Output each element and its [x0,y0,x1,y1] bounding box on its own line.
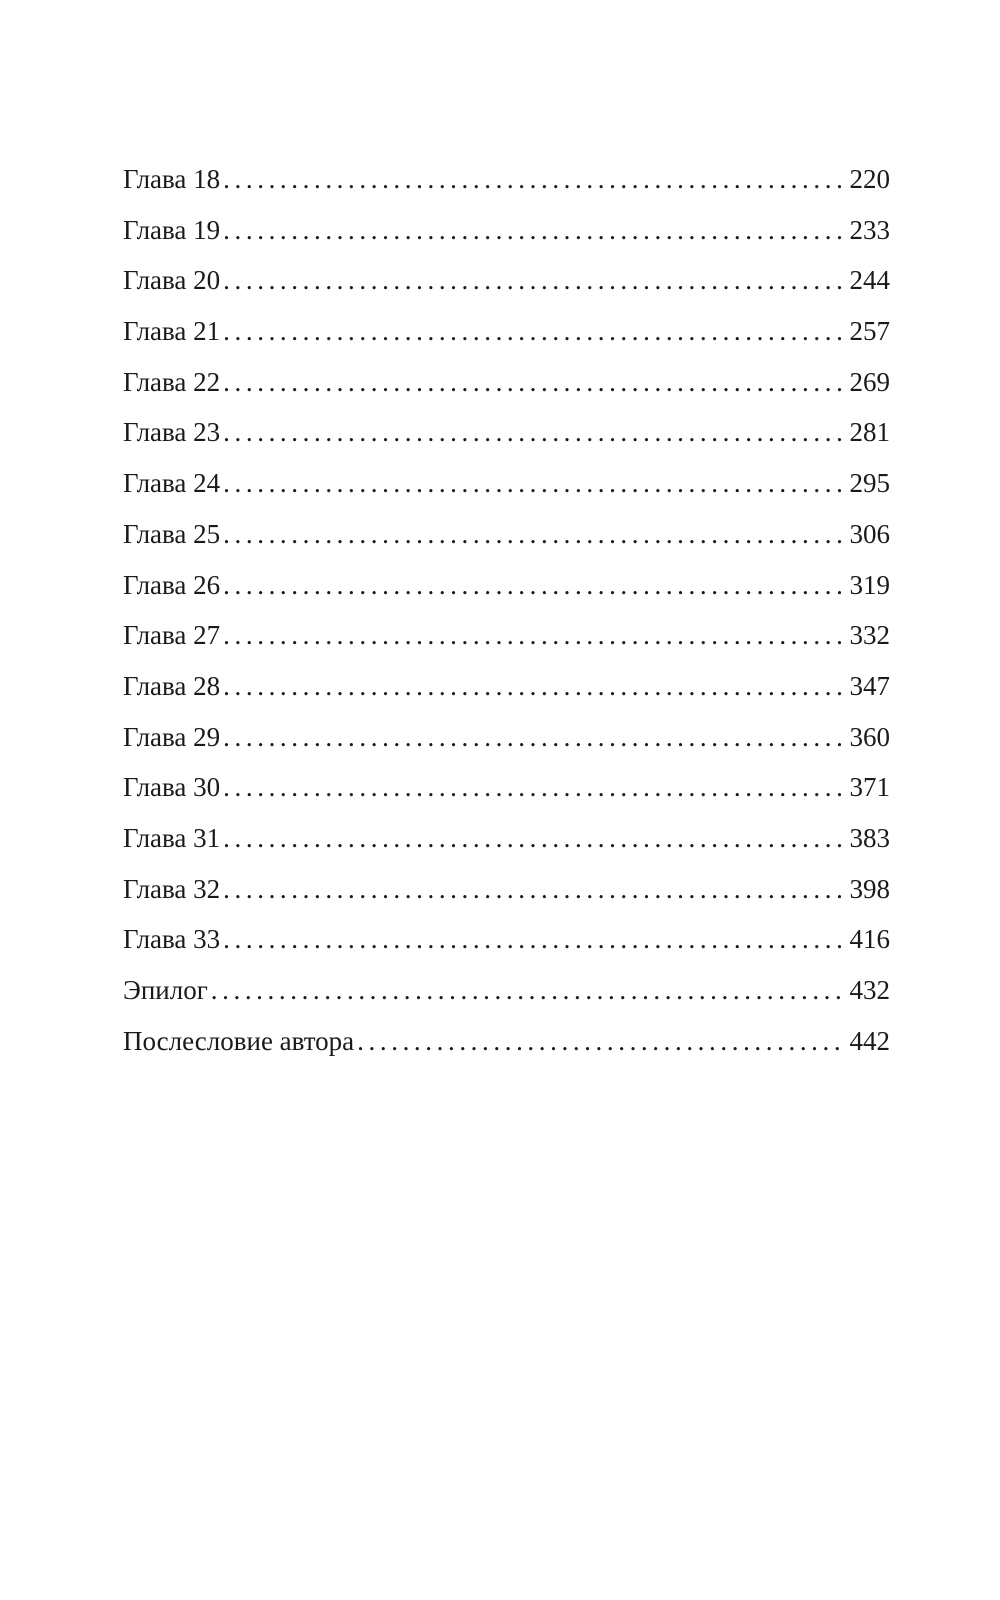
toc-entry-page-number: 281 [849,417,890,448]
toc-entry-chapter-28[interactable] [123,670,890,724]
toc-entry-chapter-22[interactable] [123,366,890,420]
dot-leader [223,470,846,497]
toc-entry-page-number: 383 [849,822,890,853]
dot-leader [223,774,846,801]
toc-entry-title: Глава 21 [123,316,221,347]
toc-entry-page-number: 257 [849,316,890,347]
toc-entry-title: Глава 33 [123,924,221,955]
dot-leader [223,166,846,193]
toc-entry-chapter-24[interactable] [123,470,890,521]
toc-entry-page-number: 295 [849,468,890,499]
toc-entry-page-number: 306 [849,518,890,549]
dot-leader [223,318,846,345]
dot-leader [223,673,846,700]
toc-entry-page-number: 398 [849,873,890,904]
dot-leader [211,977,847,1004]
toc-entry-page-number: 332 [849,620,890,651]
toc-entry-chapter-27[interactable] [123,622,890,673]
toc-entry-afterword[interactable] [123,1025,890,1079]
toc-entry-chapter-29[interactable] [123,721,890,775]
toc-entry-title: Глава 20 [123,265,221,296]
dot-leader [357,1028,846,1055]
toc-entry-title: Глава 24 [123,468,221,499]
toc-entry-title: Глава 18 [123,164,221,194]
toc-entry-page-number: 319 [849,569,890,600]
dot-leader [223,572,846,599]
toc-entry-page-number: 432 [849,975,890,1005]
toc-entry-title: Глава 30 [123,772,221,803]
toc-entry-chapter-25[interactable] [123,518,890,572]
dot-leader [223,419,846,446]
toc-entry-page-number: 220 [849,164,890,194]
toc-entry-chapter-31[interactable] [123,822,890,876]
toc-entry-title: Глава 23 [123,417,221,448]
toc-entry-page-number: 371 [849,772,890,803]
toc-entry-title: Глава 25 [123,518,221,549]
toc-entry-chapter-23[interactable] [123,419,890,470]
toc-entry-title: Глава 27 [123,620,221,651]
table-of-contents [123,166,890,1078]
dot-leader [223,217,846,244]
toc-entry-chapter-20[interactable] [123,267,890,318]
toc-entry-title: Глава 19 [123,214,221,245]
toc-entry-chapter-19[interactable] [123,214,890,268]
toc-entry-page-number: 442 [849,1025,890,1056]
toc-entry-page-number: 347 [849,670,890,701]
toc-entry-title: Эпилог [123,975,208,1005]
dot-leader [223,267,846,294]
toc-entry-page-number: 269 [849,366,890,397]
toc-entry-chapter-33[interactable] [123,926,890,977]
toc-entry-title: Глава 31 [123,822,221,853]
toc-entry-chapter-26[interactable] [123,569,890,623]
toc-entry-page-number: 233 [849,214,890,245]
toc-entry-title: Послесловие автора [123,1025,355,1056]
toc-entry-title: Глава 26 [123,569,221,600]
dot-leader [223,876,846,903]
toc-entry-title: Глава 28 [123,670,221,701]
toc-entry-chapter-32[interactable] [123,873,890,927]
dot-leader [223,724,846,751]
dot-leader [223,521,846,548]
toc-entry-page-number: 244 [849,265,890,296]
toc-entry-epilogue[interactable] [123,977,890,1028]
toc-entry-page-number: 360 [849,721,890,752]
toc-entry-chapter-21[interactable] [123,318,890,369]
dot-leader [223,825,846,852]
toc-entry-title: Глава 29 [123,721,221,752]
toc-entry-chapter-30[interactable] [123,774,890,825]
toc-entry-title: Глава 22 [123,366,221,397]
toc-entry-title: Глава 32 [123,873,221,904]
dot-leader [223,622,846,649]
toc-entry-page-number: 416 [849,924,890,955]
dot-leader [223,369,846,396]
toc-entry-chapter-18[interactable] [123,166,890,217]
dot-leader [223,926,846,953]
